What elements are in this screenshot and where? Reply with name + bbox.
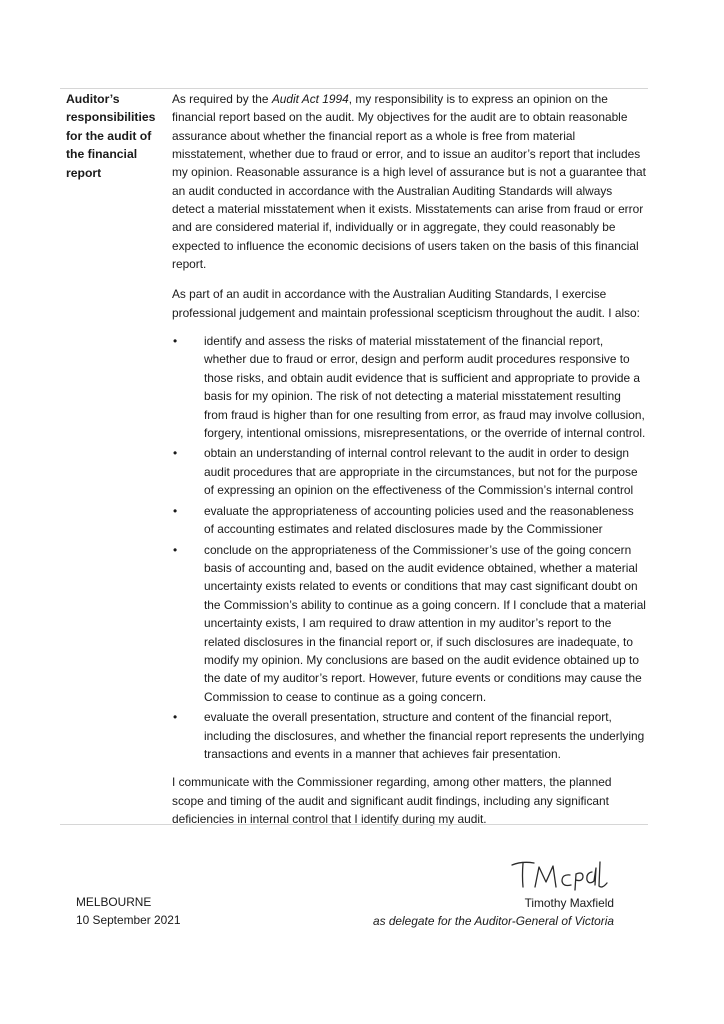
bullet-icon: • [173,542,178,557]
list-item [172,502,646,539]
list-item [172,332,646,442]
list-item-text: obtain an understanding of internal control relevant to the audit in order to design audit procedures that are appropriate in the circumstances, but not for the purpose of expressing an opinion on the effectiveness of the Commission’s internal control [204,446,638,498]
city: MELBOURNE [76,895,152,909]
delegate-line: as delegate for the Auditor-General of Victoria [372,914,614,928]
report-date: 10 September 2021 [76,913,181,927]
section-body [172,90,646,838]
act-reference: Audit Act 1994 [271,92,349,106]
place-date-block [76,893,180,929]
bullet-icon: • [173,334,178,349]
paragraph-text: , my responsibility is to express an opinion on the financial report based on the audit. My objectives for the audit are to obtain reasonable assurance about whether the financial report as a whole is free from material misstatement, whether due to fraud or error, and to issue an auditor’s report that includes my opinion. Reasonable assurance is a high level of assurance but is not a guarantee that an audit conducted in accordance with the Australian Auditing Standards will always detect a material misstatement when it exists. Misstatements can arise from fraud or error and are considered material if, individually or in aggregate, they could reasonably be expected to influence the economic decisions of users taken on the basis of this financial report. [172,92,646,272]
paragraph-text: As required by the [172,92,272,106]
list-item-text: identify and assess the risks of material misstatement of the financial report, whether due to fraud or error, design and perform audit procedures responsive to those risks, and obtain audit evidence that is sufficient and appropriate to provide a basis for my opinion. The risk of not detecting a material misstatement resulting from fraud is higher than for one resulting from error, as fraud may involve collusion, forgery, intentional omissions, misrepresentations, or the override of internal control. [204,334,646,440]
paragraph-communication: I communicate with the Commissioner regarding, among other matters, the planned scope and timing of the audit and significant audit findings, including any significant deficiencies in internal control that I identify during my audit. [172,775,612,826]
section-heading: Auditor’s responsibilities for the audit of the financial report [66,92,156,180]
list-item [172,541,646,706]
signatory-name: Timothy Maxfield [524,896,614,910]
list-item [172,708,646,763]
signature-block [373,856,614,930]
bullet-icon: • [173,503,178,518]
paragraph-responsibility [172,90,646,273]
list-item-text: evaluate the overall presentation, structure and content of the financial report, including the disclosures, and whether the financial report represents the underlying transactions and events in a manner that achieves fair presentation. [204,710,645,761]
top-divider [60,88,648,89]
bottom-divider [60,824,648,825]
responsibility-list [172,332,646,763]
handwritten-signature [508,856,612,894]
paragraph-audit-approach: As part of an audit in accordance with the Australian Auditing Standards, I exercise professional judgement and maintain professional scepticism throughout the audit. I also: [172,287,640,320]
bullet-icon: • [173,710,178,725]
list-item-text: conclude on the appropriateness of the Commissioner’s use of the going concern basis of accounting and, based on the audit evidence obtained, whether a material uncertainty exists related to events or conditions that may cast significant doubt on the Commission’s ability to continue as a going concern. If I conclude that a material uncertainty exists, I am required to draw attention in my auditor’s report to the related disclosures in the financial report or, if such disclosures are inadequate, to modify my opinion. My conclusions are based on the audit evidence obtained up to the date of my auditor’s report. However, future events or conditions may cause the Commission to cease to continue as a going concern. [204,542,646,704]
bullet-icon: • [173,446,178,461]
list-item-text: evaluate the appropriateness of accounting policies used and the reasonableness of accounting estimates and related disclosures made by the Commissioner [204,503,634,537]
list-item [172,444,646,499]
